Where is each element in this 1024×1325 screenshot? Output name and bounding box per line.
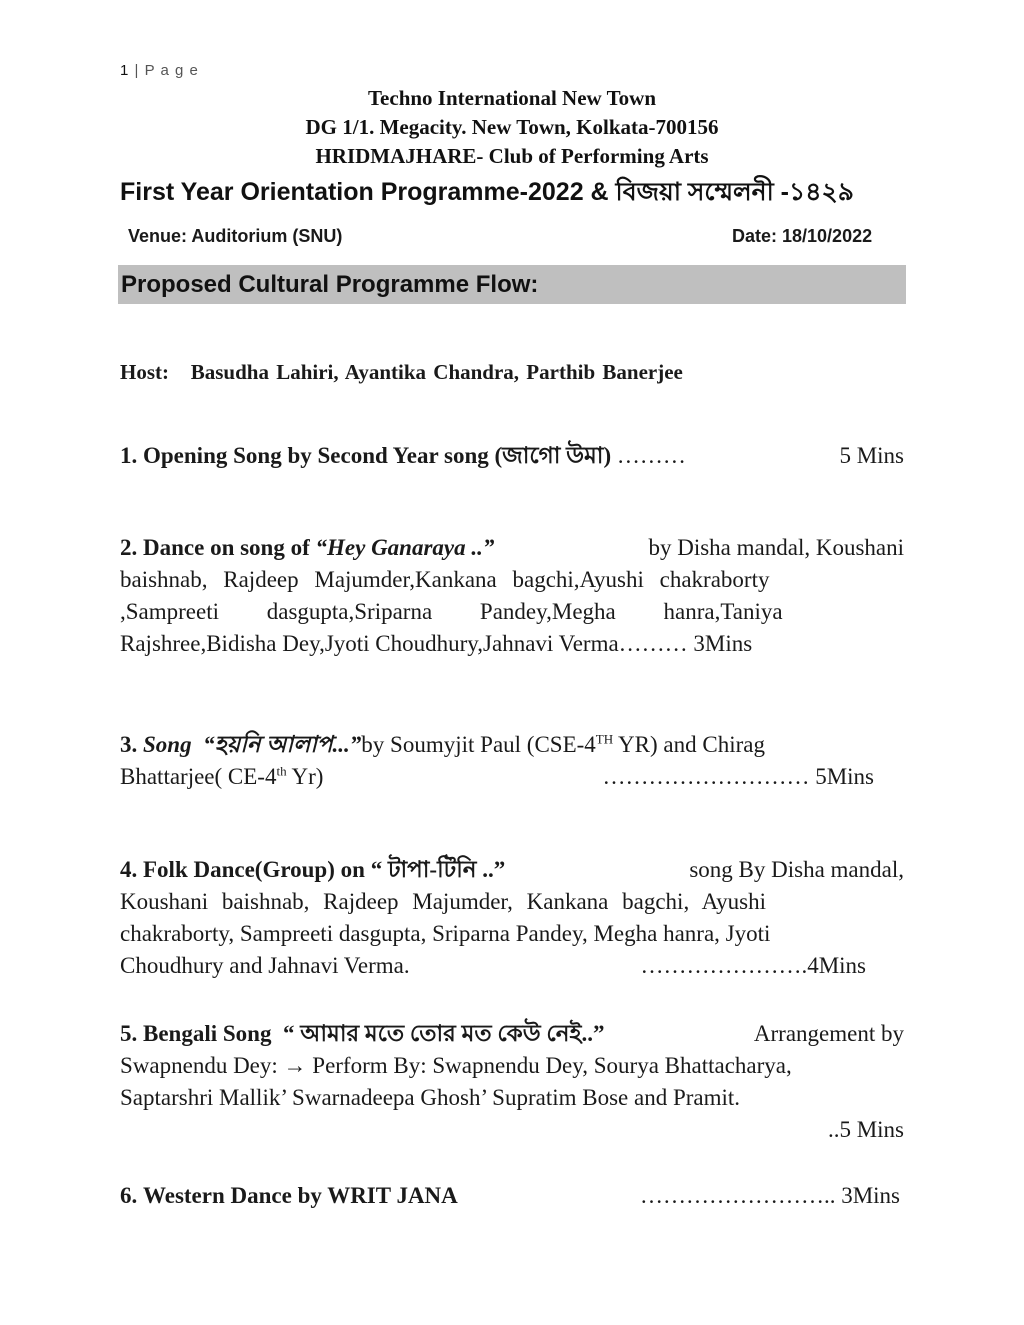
item-4-line3: chakraborty, Sampreeti dasgupta, Sriparna Pandey, Megha hanra, Jyoti [120,921,771,946]
programme-item-6 [120,1180,904,1212]
item-3-line2-end: Yr) [286,764,324,789]
item-6-title: Western Dance by WRIT JANA [143,1183,458,1208]
item-2-title: Dance on song of [143,535,310,560]
item-3-title: Song [143,732,192,757]
section-header-bar [118,265,906,304]
item-5-line4: ..5 Mins [827,1117,904,1142]
item-5-number: 5. [120,1021,138,1046]
item-2-number: 2. [120,535,138,560]
item-2-song: “Hey Ganaraya ..” [315,535,495,560]
item-4-line2: Koushani baishnab, Rajdeep Majumder, Kankana bagchi, Ayushi [120,889,767,914]
institution-name: Techno International New Town [367,86,657,110]
page-title: First Year Orientation Programme-2022 & বিজয়া সম্মেলনী -১৪২৯ [120,178,854,206]
institution-address: DG 1/1. Megacity. New Town, Kolkata-700156 [305,115,719,139]
page-label: P a g e [144,62,199,79]
item-4-duration: ………………….4Mins [640,953,866,978]
page-number [120,62,199,79]
item-3-line2: Bhattarjee( CE-4 [120,764,277,789]
item-5-song: “ আমার মতে তোর মত কেউ নেই..” [282,1021,605,1046]
programme-item-2 [120,532,904,660]
item-2-line4: Rajshree,Bidisha Dey,Jyoti Choudhury,Jahnavi Verma……… 3Mins [120,631,753,656]
club-name: HRIDMAJHARE- Club of Performing Arts [315,144,709,168]
item-4-line1: song By Disha mandal, [689,857,904,882]
item-3-number: 3. [120,732,138,757]
item-5-line1: Arrangement by [753,1021,904,1046]
item-4-number: 4. [120,857,138,882]
venue: Venue: Auditorium (SNU) [128,226,343,246]
item-5-title: Bengali Song [143,1021,272,1046]
host-names: Basudha Lahiri, Ayantika Chandra, Parthib Banerjee [190,360,683,384]
item-3-duration: ……………………… 5Mins [602,764,874,789]
item-4-line4: Choudhury and Jahnavi Verma. [120,953,410,978]
item-3-line1: by Soumyjit Paul (CSE-4 [361,732,596,757]
host-label: Host: [120,360,169,384]
event-date: Date: 18/10/2022 [732,226,873,246]
item-4-song: “ টাপা-টিনি ..” [370,857,506,882]
item-2-line1: by Disha mandal, Koushani [648,535,904,560]
item-6-number: 6. [120,1183,138,1208]
item-1-number: 1. [120,443,138,468]
item-3-sup2: th [276,763,287,779]
item-1-duration: 5 Mins [839,443,904,468]
item-1-title: Opening Song by Second Year song (জাগো উমা) [143,443,612,468]
item-1-dots: ……… [616,443,686,468]
host-line [120,360,683,385]
page-number-value: 1 [120,62,130,79]
programme-item-5 [120,1018,904,1146]
item-2-line2: baishnab, Rajdeep Majumder,Kankana bagchi,Ayushi chakraborty [120,567,770,592]
item-5-line2: Swapnendu Dey: → Perform By: Swapnendu Dey, Sourya Bhattacharya, [120,1053,792,1078]
item-3-sup1: TH [595,731,614,747]
programme-item-4 [120,854,904,982]
section-title: Proposed Cultural Programme Flow: [121,271,539,298]
item-6-duration: …………………….. 3Mins [639,1183,900,1208]
item-2-line3: ,Sampreeti dasgupta,Sriparna Pandey,Megha hanra,Taniya [120,599,783,624]
programme-item-1 [120,440,904,472]
item-5-line3: Saptarshri Mallik’ Swarnadeepa Ghosh’ Supratim Bose and Pramit. [120,1085,741,1110]
item-3-song: “হয়নি আলাপ...” [203,732,362,757]
item-4-title: Folk Dance(Group) on [143,857,365,882]
item-3-line1-tail: YR) and Chirag [613,732,765,757]
programme-item-3 [120,729,904,793]
page-separator: | [129,62,145,79]
